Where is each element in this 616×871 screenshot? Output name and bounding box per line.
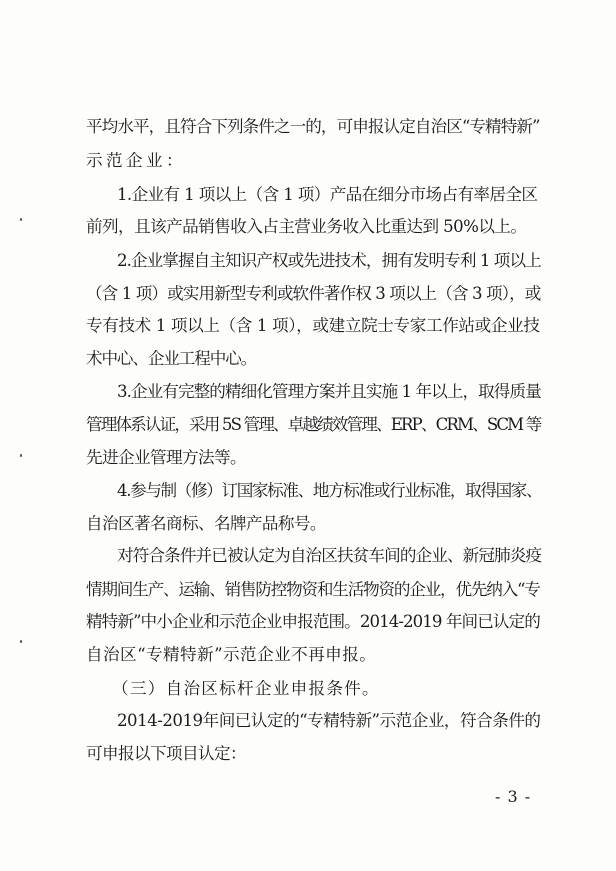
text-line: 情期间生产、运输、销售防控物资和生活物资的企业，优先纳入“专	[86, 580, 540, 599]
text-line: 可申报以下项目认定：	[86, 744, 246, 763]
text-line: 对符合条件并已被认定为自治区扶贫车间的企业、新冠肺炎疫	[117, 546, 542, 565]
text-line: 管理体系认证，采用 5S 管理、卓越绩效管理、ERP、CRM、SCM 等	[86, 415, 541, 434]
scan-speck	[20, 640, 22, 643]
text-line: 2014-2019年间已认定的“专精特新”示范企业，符合条件的	[117, 711, 541, 730]
text-line: 自治区“专精特新”示范企业不再申报。	[86, 645, 377, 664]
text-line: 先进企业管理方法等。	[86, 448, 246, 467]
text-line: 精特新”中小企业和示范企业申报范围。2014-2019 年间已认定的	[86, 612, 540, 631]
scan-speck	[20, 454, 22, 457]
text-line: 专有技术 1 项以上（含 1 项），或建立院士专家工作站或企业技	[86, 316, 540, 335]
section-heading: （三）自治区标杆企业申报条件。	[112, 679, 380, 698]
scan-speck	[20, 218, 22, 221]
text-line: 示范企业：	[86, 151, 186, 170]
text-line: 2.企业掌握自主知识产权或先进技术，拥有发明专利 1 项以上	[117, 251, 541, 270]
page-number: - 3 -	[495, 787, 532, 806]
text-line: 前列，且该产品销售收入占主营业务收入比重达到 50%以上。	[86, 217, 527, 236]
text-line: （含 1 项）或实用新型专利或软件著作权 3 项以上（含 3 项），或	[86, 284, 541, 303]
text-line: 术中心、企业工程中心。	[86, 349, 257, 368]
text-line: 平均水平，且符合下列条件之一的，可申报认定自治区“专精特新”	[86, 117, 540, 136]
text-line: 4.参与制（修）订国家标准、地方标准或行业标准，取得国家、	[117, 481, 542, 500]
text-line: 自治区著名商标、名牌产品称号。	[86, 514, 326, 533]
text-line: 3.企业有完整的精细化管理方案并且实施 1 年以上，取得质量	[117, 382, 541, 401]
text-line: 1.企业有 1 项以上（含 1 项）产品在细分市场占有率居全区	[117, 185, 538, 204]
